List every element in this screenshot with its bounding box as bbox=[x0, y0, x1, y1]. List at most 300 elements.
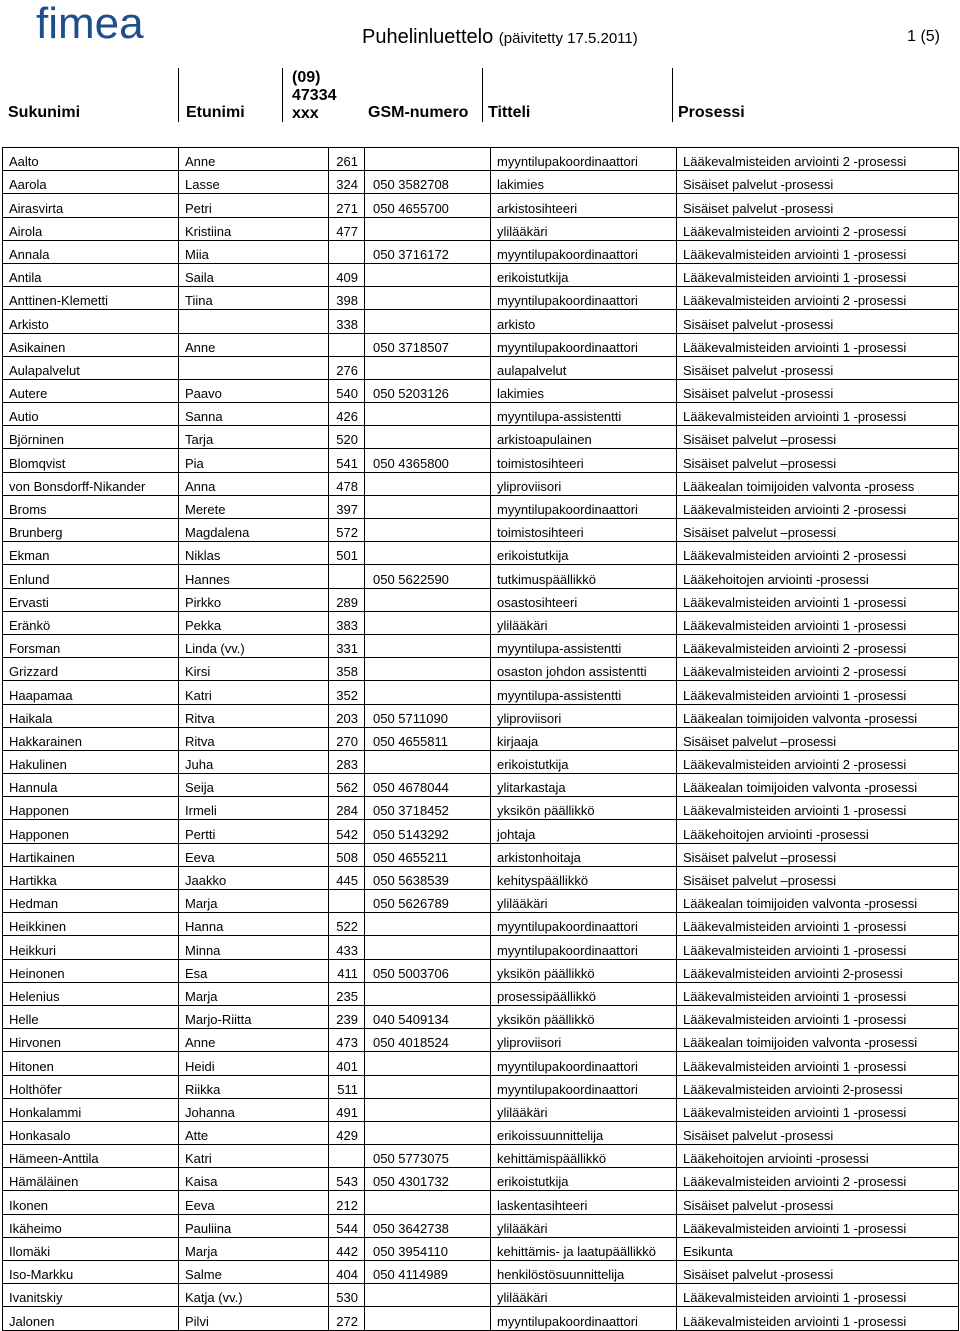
extension-cell: 520 bbox=[329, 426, 365, 449]
gsm-cell bbox=[365, 611, 491, 634]
surname-cell: Aalto bbox=[3, 148, 179, 171]
surname-cell: Ikäheimo bbox=[3, 1214, 179, 1237]
gsm-cell bbox=[365, 1307, 491, 1330]
title-cell: myyntilupakoordinaattori bbox=[491, 148, 677, 171]
extension-cell: 491 bbox=[329, 1098, 365, 1121]
process-cell: Lääkealan toimijoiden valvonta -prosess bbox=[677, 472, 959, 495]
process-cell: Lääkevalmisteiden arviointi 2-prosessi bbox=[677, 959, 959, 982]
firstname-cell: Tiina bbox=[179, 287, 329, 310]
process-cell: Lääkevalmisteiden arviointi 1 -prosessi bbox=[677, 611, 959, 634]
process-cell: Lääkehoitojen arviointi -prosessi bbox=[677, 820, 959, 843]
table-row bbox=[3, 1145, 959, 1168]
extension-cell: 572 bbox=[329, 519, 365, 542]
process-cell: Lääkehoitojen arviointi -prosessi bbox=[677, 1145, 959, 1168]
title-cell: kirjaaja bbox=[491, 727, 677, 750]
table-row bbox=[3, 1307, 959, 1330]
extension-cell: 270 bbox=[329, 727, 365, 750]
process-cell: Lääkevalmisteiden arviointi 1 -prosessi bbox=[677, 1052, 959, 1075]
extension-cell bbox=[329, 240, 365, 263]
firstname-cell: Tarja bbox=[179, 426, 329, 449]
header-ext-line1: (09) bbox=[292, 69, 321, 86]
extension-cell: 212 bbox=[329, 1191, 365, 1214]
header-surname: Sukunimi bbox=[8, 104, 81, 121]
extension-cell: 203 bbox=[329, 704, 365, 727]
extension-cell: 511 bbox=[329, 1075, 365, 1098]
firstname-cell: Hanna bbox=[179, 913, 329, 936]
title-cell: tutkimuspäällikkö bbox=[491, 565, 677, 588]
extension-cell: 239 bbox=[329, 1005, 365, 1028]
table-row bbox=[3, 1029, 959, 1052]
process-cell: Sisäiset palvelut –prosessi bbox=[677, 519, 959, 542]
header-separator bbox=[482, 68, 483, 122]
extension-cell: 401 bbox=[329, 1052, 365, 1075]
extension-cell: 442 bbox=[329, 1237, 365, 1260]
gsm-cell bbox=[365, 148, 491, 171]
gsm-cell: 050 4678044 bbox=[365, 774, 491, 797]
title-cell: lakimies bbox=[491, 379, 677, 402]
process-cell: Lääkealan toimijoiden valvonta -prosessi bbox=[677, 774, 959, 797]
table-row bbox=[3, 472, 959, 495]
gsm-cell: 050 5638539 bbox=[365, 866, 491, 889]
table-row bbox=[3, 1075, 959, 1098]
table-row bbox=[3, 194, 959, 217]
surname-cell: Autere bbox=[3, 379, 179, 402]
firstname-cell: Marja bbox=[179, 890, 329, 913]
table-row bbox=[3, 356, 959, 379]
process-cell: Lääkevalmisteiden arviointi 1 -prosessi bbox=[677, 913, 959, 936]
surname-cell: Antila bbox=[3, 263, 179, 286]
gsm-cell bbox=[365, 1052, 491, 1075]
gsm-cell bbox=[365, 1121, 491, 1144]
surname-cell: Aarola bbox=[3, 171, 179, 194]
extension-cell: 409 bbox=[329, 263, 365, 286]
gsm-cell: 050 4301732 bbox=[365, 1168, 491, 1191]
table-row bbox=[3, 1052, 959, 1075]
title-cell: erikoistutkija bbox=[491, 542, 677, 565]
title-cell: myyntilupakoordinaattori bbox=[491, 287, 677, 310]
firstname-cell: Katri bbox=[179, 681, 329, 704]
process-cell: Lääkevalmisteiden arviointi 1 -prosessi bbox=[677, 1284, 959, 1307]
title-cell: myyntilupa-assistentti bbox=[491, 403, 677, 426]
table-row bbox=[3, 1261, 959, 1284]
firstname-cell: Seija bbox=[179, 774, 329, 797]
firstname-cell: Niklas bbox=[179, 542, 329, 565]
table-row bbox=[3, 171, 959, 194]
header-separator bbox=[178, 68, 179, 122]
process-cell: Sisäiset palvelut -prosessi bbox=[677, 379, 959, 402]
extension-cell: 501 bbox=[329, 542, 365, 565]
gsm-cell: 050 5143292 bbox=[365, 820, 491, 843]
title-cell: ylitarkastaja bbox=[491, 774, 677, 797]
process-cell: Sisäiset palvelut -prosessi bbox=[677, 310, 959, 333]
process-cell: Sisäiset palvelut -prosessi bbox=[677, 1121, 959, 1144]
gsm-cell bbox=[365, 936, 491, 959]
gsm-cell bbox=[365, 310, 491, 333]
table-row bbox=[3, 1121, 959, 1144]
surname-cell: Ikonen bbox=[3, 1191, 179, 1214]
table-row bbox=[3, 263, 959, 286]
surname-cell: Hämeen-Anttila bbox=[3, 1145, 179, 1168]
gsm-cell bbox=[365, 750, 491, 773]
process-cell: Sisäiset palvelut -prosessi bbox=[677, 171, 959, 194]
table-row bbox=[3, 1191, 959, 1214]
gsm-cell bbox=[365, 1284, 491, 1307]
gsm-cell: 050 5711090 bbox=[365, 704, 491, 727]
table-row bbox=[3, 1237, 959, 1260]
title-cell: henkilöstösuunnittelija bbox=[491, 1261, 677, 1284]
surname-cell: Ervasti bbox=[3, 588, 179, 611]
extension-cell: 543 bbox=[329, 1168, 365, 1191]
table-row bbox=[3, 890, 959, 913]
firstname-cell: Anne bbox=[179, 1029, 329, 1052]
surname-cell: Heikkuri bbox=[3, 936, 179, 959]
surname-cell: Asikainen bbox=[3, 333, 179, 356]
firstname-cell: Pia bbox=[179, 449, 329, 472]
process-cell: Lääkevalmisteiden arviointi 2 -prosessi bbox=[677, 287, 959, 310]
process-cell: Lääkevalmisteiden arviointi 1 -prosessi bbox=[677, 1307, 959, 1330]
title-cell: kehityspäällikkö bbox=[491, 866, 677, 889]
table-row bbox=[3, 379, 959, 402]
gsm-cell bbox=[365, 681, 491, 704]
table-row bbox=[3, 704, 959, 727]
gsm-cell: 050 4018524 bbox=[365, 1029, 491, 1052]
gsm-cell bbox=[365, 913, 491, 936]
header-title: Titteli bbox=[488, 104, 531, 121]
page-number: 1 (5) bbox=[907, 28, 940, 45]
firstname-cell: Kirsi bbox=[179, 658, 329, 681]
extension-cell: 478 bbox=[329, 472, 365, 495]
surname-cell: von Bonsdorff-Nikander bbox=[3, 472, 179, 495]
title-cell: ylilääkäri bbox=[491, 611, 677, 634]
header-firstname: Etunimi bbox=[186, 104, 245, 121]
process-cell: Lääkevalmisteiden arviointi 2 -prosessi bbox=[677, 1168, 959, 1191]
title-cell: laskentasihteeri bbox=[491, 1191, 677, 1214]
title-cell: yksikön päällikkö bbox=[491, 959, 677, 982]
title-cell: prosessipäällikkö bbox=[491, 982, 677, 1005]
firstname-cell: Heidi bbox=[179, 1052, 329, 1075]
gsm-cell: 050 5003706 bbox=[365, 959, 491, 982]
firstname-cell: Ritva bbox=[179, 727, 329, 750]
extension-cell: 404 bbox=[329, 1261, 365, 1284]
extension-cell: 338 bbox=[329, 310, 365, 333]
extension-cell: 283 bbox=[329, 750, 365, 773]
process-cell: Lääkevalmisteiden arviointi 1 -prosessi bbox=[677, 1214, 959, 1237]
header-separator bbox=[672, 68, 673, 122]
firstname-cell: Linda (vv.) bbox=[179, 634, 329, 657]
process-cell: Lääkevalmisteiden arviointi 1 -prosessi bbox=[677, 1098, 959, 1121]
process-cell: Lääkevalmisteiden arviointi 1 -prosessi bbox=[677, 1005, 959, 1028]
gsm-cell bbox=[365, 982, 491, 1005]
surname-cell: Ivanitskiy bbox=[3, 1284, 179, 1307]
gsm-cell: 050 3642738 bbox=[365, 1214, 491, 1237]
surname-cell: Arkisto bbox=[3, 310, 179, 333]
table-row bbox=[3, 403, 959, 426]
table-row bbox=[3, 982, 959, 1005]
extension-cell: 540 bbox=[329, 379, 365, 402]
title-cell: kehittämispäällikkö bbox=[491, 1145, 677, 1168]
table-row bbox=[3, 310, 959, 333]
extension-cell: 358 bbox=[329, 658, 365, 681]
surname-cell: Hedman bbox=[3, 890, 179, 913]
firstname-cell: Salme bbox=[179, 1261, 329, 1284]
gsm-cell: 050 3582708 bbox=[365, 171, 491, 194]
extension-cell: 352 bbox=[329, 681, 365, 704]
process-cell: Lääkevalmisteiden arviointi 2-prosessi bbox=[677, 1075, 959, 1098]
surname-cell: Forsman bbox=[3, 634, 179, 657]
table-row bbox=[3, 681, 959, 704]
extension-cell: 411 bbox=[329, 959, 365, 982]
table-row bbox=[3, 565, 959, 588]
firstname-cell: Merete bbox=[179, 495, 329, 518]
title-cell: myyntilupa-assistentti bbox=[491, 634, 677, 657]
table-row bbox=[3, 495, 959, 518]
gsm-cell bbox=[365, 658, 491, 681]
gsm-cell bbox=[365, 1075, 491, 1098]
firstname-cell: Marjo-Riitta bbox=[179, 1005, 329, 1028]
process-cell: Sisäiset palvelut –prosessi bbox=[677, 866, 959, 889]
table-row bbox=[3, 913, 959, 936]
gsm-cell: 050 5626789 bbox=[365, 890, 491, 913]
surname-cell: Haapamaa bbox=[3, 681, 179, 704]
table-row bbox=[3, 611, 959, 634]
extension-cell: 426 bbox=[329, 403, 365, 426]
process-cell: Lääkealan toimijoiden valvonta -prosessi bbox=[677, 890, 959, 913]
extension-cell: 261 bbox=[329, 148, 365, 171]
firstname-cell: Pilvi bbox=[179, 1307, 329, 1330]
table-row bbox=[3, 519, 959, 542]
firstname-cell: Jaakko bbox=[179, 866, 329, 889]
title-cell: erikoissuunnittelija bbox=[491, 1121, 677, 1144]
title-cell: arkisto bbox=[491, 310, 677, 333]
firstname-cell: Kristiina bbox=[179, 217, 329, 240]
gsm-cell: 050 4655700 bbox=[365, 194, 491, 217]
firstname-cell: Eeva bbox=[179, 1191, 329, 1214]
gsm-cell: 050 3718452 bbox=[365, 797, 491, 820]
gsm-cell bbox=[365, 472, 491, 495]
gsm-cell: 050 3954110 bbox=[365, 1237, 491, 1260]
process-cell: Sisäiset palvelut -prosessi bbox=[677, 356, 959, 379]
title-cell: myyntilupakoordinaattori bbox=[491, 495, 677, 518]
surname-cell: Autio bbox=[3, 403, 179, 426]
gsm-cell: 050 4655211 bbox=[365, 843, 491, 866]
title-cell: toimistosihteeri bbox=[491, 519, 677, 542]
process-cell: Lääkevalmisteiden arviointi 1 -prosessi bbox=[677, 240, 959, 263]
gsm-cell bbox=[365, 588, 491, 611]
gsm-cell bbox=[365, 356, 491, 379]
extension-cell: 429 bbox=[329, 1121, 365, 1144]
firstname-cell: Saila bbox=[179, 263, 329, 286]
firstname-cell: Petri bbox=[179, 194, 329, 217]
firstname-cell: Irmeli bbox=[179, 797, 329, 820]
process-cell: Lääkevalmisteiden arviointi 1 -prosessi bbox=[677, 681, 959, 704]
title-cell: johtaja bbox=[491, 820, 677, 843]
extension-cell: 289 bbox=[329, 588, 365, 611]
table-body bbox=[3, 148, 959, 1331]
firstname-cell: Paavo bbox=[179, 379, 329, 402]
title-text: Puhelinluettelo bbox=[362, 26, 494, 48]
title-cell: ylilääkäri bbox=[491, 890, 677, 913]
firstname-cell: Pirkko bbox=[179, 588, 329, 611]
surname-cell: Honkalammi bbox=[3, 1098, 179, 1121]
surname-cell: Jalonen bbox=[3, 1307, 179, 1330]
title-cell: lakimies bbox=[491, 171, 677, 194]
table-row bbox=[3, 287, 959, 310]
process-cell: Lääkealan toimijoiden valvonta -prosessi bbox=[677, 704, 959, 727]
firstname-cell: Ritva bbox=[179, 704, 329, 727]
gsm-cell bbox=[365, 542, 491, 565]
gsm-cell: 050 5622590 bbox=[365, 565, 491, 588]
surname-cell: Hakulinen bbox=[3, 750, 179, 773]
surname-cell: Airasvirta bbox=[3, 194, 179, 217]
extension-cell: 445 bbox=[329, 866, 365, 889]
phone-directory-table bbox=[2, 147, 959, 1331]
extension-cell bbox=[329, 890, 365, 913]
surname-cell: Heikkinen bbox=[3, 913, 179, 936]
table-row bbox=[3, 658, 959, 681]
process-cell: Lääkevalmisteiden arviointi 2 -prosessi bbox=[677, 658, 959, 681]
surname-cell: Happonen bbox=[3, 820, 179, 843]
extension-cell: 544 bbox=[329, 1214, 365, 1237]
process-cell: Lääkevalmisteiden arviointi 1 -prosessi bbox=[677, 263, 959, 286]
gsm-cell bbox=[365, 287, 491, 310]
table-row bbox=[3, 959, 959, 982]
surname-cell: Brunberg bbox=[3, 519, 179, 542]
title-cell: myyntilupakoordinaattori bbox=[491, 240, 677, 263]
surname-cell: Heinonen bbox=[3, 959, 179, 982]
header-extension bbox=[292, 69, 337, 123]
surname-cell: Ilomäki bbox=[3, 1237, 179, 1260]
table-row bbox=[3, 634, 959, 657]
surname-cell: Honkasalo bbox=[3, 1121, 179, 1144]
title-cell: myyntilupakoordinaattori bbox=[491, 913, 677, 936]
extension-cell: 331 bbox=[329, 634, 365, 657]
title-cell: erikoistutkija bbox=[491, 750, 677, 773]
firstname-cell: Minna bbox=[179, 936, 329, 959]
process-cell: Sisäiset palvelut –prosessi bbox=[677, 449, 959, 472]
title-cell: kehittämis- ja laatupäällikkö bbox=[491, 1237, 677, 1260]
process-cell: Sisäiset palvelut –prosessi bbox=[677, 727, 959, 750]
table-row bbox=[3, 1284, 959, 1307]
table-row bbox=[3, 1214, 959, 1237]
table-row bbox=[3, 797, 959, 820]
extension-cell: 383 bbox=[329, 611, 365, 634]
gsm-cell bbox=[365, 426, 491, 449]
process-cell: Lääkevalmisteiden arviointi 2 -prosessi bbox=[677, 750, 959, 773]
process-cell: Lääkevalmisteiden arviointi 2 -prosessi bbox=[677, 148, 959, 171]
gsm-cell: 050 3716172 bbox=[365, 240, 491, 263]
surname-cell: Iso-Markku bbox=[3, 1261, 179, 1284]
gsm-cell: 050 5773075 bbox=[365, 1145, 491, 1168]
table-row bbox=[3, 426, 959, 449]
table-row bbox=[3, 866, 959, 889]
surname-cell: Airola bbox=[3, 217, 179, 240]
extension-cell: 398 bbox=[329, 287, 365, 310]
firstname-cell: Katri bbox=[179, 1145, 329, 1168]
extension-cell: 235 bbox=[329, 982, 365, 1005]
surname-cell: Ekman bbox=[3, 542, 179, 565]
process-cell: Sisäiset palvelut -prosessi bbox=[677, 194, 959, 217]
surname-cell: Annala bbox=[3, 240, 179, 263]
extension-cell: 522 bbox=[329, 913, 365, 936]
header-process: Prosessi bbox=[678, 104, 745, 121]
process-cell: Lääkehoitojen arviointi -prosessi bbox=[677, 565, 959, 588]
title-cell: aulapalvelut bbox=[491, 356, 677, 379]
process-cell: Sisäiset palvelut –prosessi bbox=[677, 843, 959, 866]
table-row bbox=[3, 240, 959, 263]
firstname-cell: Magdalena bbox=[179, 519, 329, 542]
surname-cell: Anttinen-Klemetti bbox=[3, 287, 179, 310]
title-cell: myyntilupakoordinaattori bbox=[491, 1052, 677, 1075]
surname-cell: Hartikka bbox=[3, 866, 179, 889]
process-cell: Lääkevalmisteiden arviointi 1 -prosessi bbox=[677, 403, 959, 426]
firstname-cell: Pauliina bbox=[179, 1214, 329, 1237]
firstname-cell: Marja bbox=[179, 982, 329, 1005]
logo-text: fimea bbox=[36, 2, 144, 44]
process-cell: Lääkevalmisteiden arviointi 1 -prosessi bbox=[677, 982, 959, 1005]
extension-cell bbox=[329, 565, 365, 588]
table-row bbox=[3, 727, 959, 750]
surname-cell: Hitonen bbox=[3, 1052, 179, 1075]
surname-cell: Helenius bbox=[3, 982, 179, 1005]
title-cell: myyntilupakoordinaattori bbox=[491, 936, 677, 959]
gsm-cell bbox=[365, 1098, 491, 1121]
extension-cell: 433 bbox=[329, 936, 365, 959]
gsm-cell bbox=[365, 263, 491, 286]
title-cell: myyntilupakoordinaattori bbox=[491, 1307, 677, 1330]
surname-cell: Haikala bbox=[3, 704, 179, 727]
firstname-cell: Johanna bbox=[179, 1098, 329, 1121]
firstname-cell: Pekka bbox=[179, 611, 329, 634]
title-cell: yksikön päällikkö bbox=[491, 797, 677, 820]
extension-cell: 508 bbox=[329, 843, 365, 866]
surname-cell: Happonen bbox=[3, 797, 179, 820]
title-cell: osastosihteeri bbox=[491, 588, 677, 611]
firstname-cell: Marja bbox=[179, 1237, 329, 1260]
process-cell: Esikunta bbox=[677, 1237, 959, 1260]
table-row bbox=[3, 148, 959, 171]
surname-cell: Hakkarainen bbox=[3, 727, 179, 750]
title-cell: yliproviisori bbox=[491, 704, 677, 727]
surname-cell: Aulapalvelut bbox=[3, 356, 179, 379]
title-cell: yliproviisori bbox=[491, 1029, 677, 1052]
process-cell: Lääkevalmisteiden arviointi 2 -prosessi bbox=[677, 495, 959, 518]
gsm-cell bbox=[365, 1191, 491, 1214]
process-cell: Lääkevalmisteiden arviointi 1 -prosessi bbox=[677, 797, 959, 820]
title-cell: ylilääkäri bbox=[491, 217, 677, 240]
extension-cell: 397 bbox=[329, 495, 365, 518]
header-ext-line2: 47334 bbox=[292, 87, 337, 104]
surname-cell: Björninen bbox=[3, 426, 179, 449]
surname-cell: Hannula bbox=[3, 774, 179, 797]
title-cell: ylilääkäri bbox=[491, 1098, 677, 1121]
title-cell: arkistosihteeri bbox=[491, 194, 677, 217]
surname-cell: Grizzard bbox=[3, 658, 179, 681]
process-cell: Lääkevalmisteiden arviointi 1 -prosessi bbox=[677, 936, 959, 959]
updated-date: (päivitetty 17.5.2011) bbox=[498, 30, 638, 47]
gsm-cell bbox=[365, 634, 491, 657]
surname-cell: Helle bbox=[3, 1005, 179, 1028]
table-row bbox=[3, 774, 959, 797]
surname-cell: Hartikainen bbox=[3, 843, 179, 866]
extension-cell: 541 bbox=[329, 449, 365, 472]
gsm-cell: 050 4655811 bbox=[365, 727, 491, 750]
gsm-cell: 050 3718507 bbox=[365, 333, 491, 356]
surname-cell: Blomqvist bbox=[3, 449, 179, 472]
header-separator bbox=[282, 68, 283, 122]
firstname-cell: Anne bbox=[179, 333, 329, 356]
process-cell: Sisäiset palvelut -prosessi bbox=[677, 1261, 959, 1284]
surname-cell: Broms bbox=[3, 495, 179, 518]
